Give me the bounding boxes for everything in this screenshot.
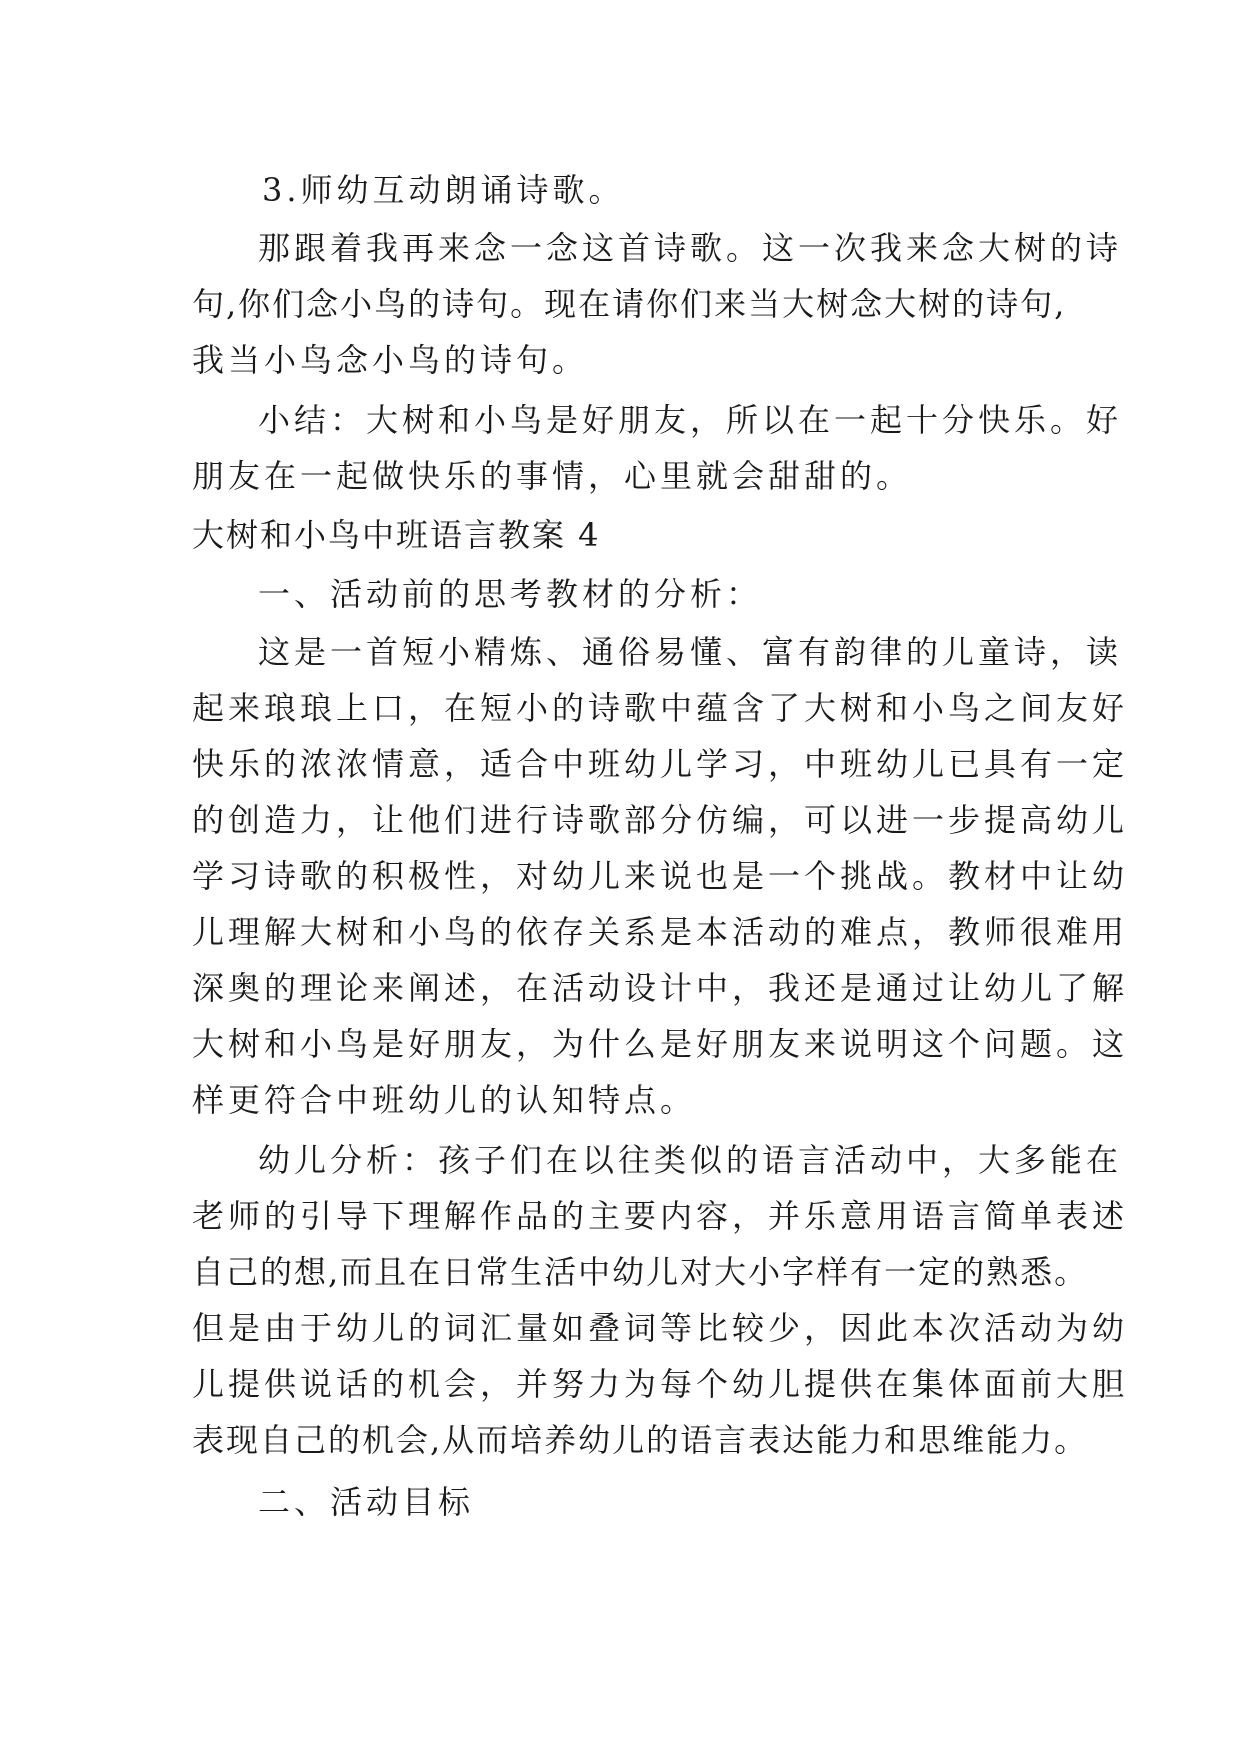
subsection-heading: 二、活动目标 <box>258 1483 475 1521</box>
paragraph-line: 学习诗歌的积极性，对幼儿来说也是一个挑战。教材中让幼 <box>192 857 1129 895</box>
paragraph-line: 大树和小鸟是好朋友，为什么是好朋友来说明这个问题。这 <box>192 1025 1129 1063</box>
paragraph-line: 表现自己的机会,从而培养幼儿的语言表达能力和思维能力。 <box>192 1421 1089 1459</box>
paragraph-line: 我当小鸟念小鸟的诗句。 <box>192 341 589 379</box>
paragraph-line: 这是一首短小精炼、通俗易懂、富有韵律的儿童诗，读 <box>258 633 1123 671</box>
paragraph-line: 老师的引导下理解作品的主要内容，并乐意用语言简单表述 <box>192 1197 1129 1235</box>
paragraph-line: 幼儿分析：孩子们在以往类似的语言活动中，大多能在 <box>258 1141 1123 1179</box>
list-item-3: 3.师幼互动朗诵诗歌。 <box>262 171 625 209</box>
subsection-heading: 一、活动前的思考教材的分析： <box>258 575 763 613</box>
paragraph-line: 样更符合中班幼儿的认知特点。 <box>192 1081 697 1119</box>
section-heading: 大树和小鸟中班语言教案 4 <box>192 516 601 554</box>
paragraph-line: 但是由于幼儿的词汇量如叠词等比较少，因此本次活动为幼 <box>192 1309 1129 1347</box>
paragraph-line: 儿提供说话的机会，并努力为每个幼儿提供在集体面前大胆 <box>192 1365 1129 1403</box>
paragraph-line: 深奥的理论来阐述，在活动设计中，我还是通过让幼儿了解 <box>192 969 1129 1007</box>
paragraph-line: 起来琅琅上口，在短小的诗歌中蕴含了大树和小鸟之间友好 <box>192 689 1129 727</box>
paragraph-line: 儿理解大树和小鸟的依存关系是本活动的难点，教师很难用 <box>192 913 1129 951</box>
paragraph-line: 那跟着我再来念一念这首诗歌。这一次我来念大树的诗 <box>258 229 1123 267</box>
summary-line: 小结：大树和小鸟是好朋友，所以在一起十分快乐。好 <box>258 401 1123 439</box>
paragraph-line: 句,你们念小鸟的诗句。现在请你们来当大树念大树的诗句, <box>192 285 1067 323</box>
paragraph-line: 快乐的浓浓情意，适合中班幼儿学习，中班幼儿已具有一定 <box>192 745 1129 783</box>
paragraph-line: 的创造力，让他们进行诗歌部分仿编，可以进一步提高幼儿 <box>192 801 1129 839</box>
summary-line: 朋友在一起做快乐的事情，心里就会甜甜的。 <box>192 457 913 495</box>
paragraph-line: 自己的想,而且在日常生活中幼儿对大小字样有一定的熟悉。 <box>192 1253 1089 1291</box>
